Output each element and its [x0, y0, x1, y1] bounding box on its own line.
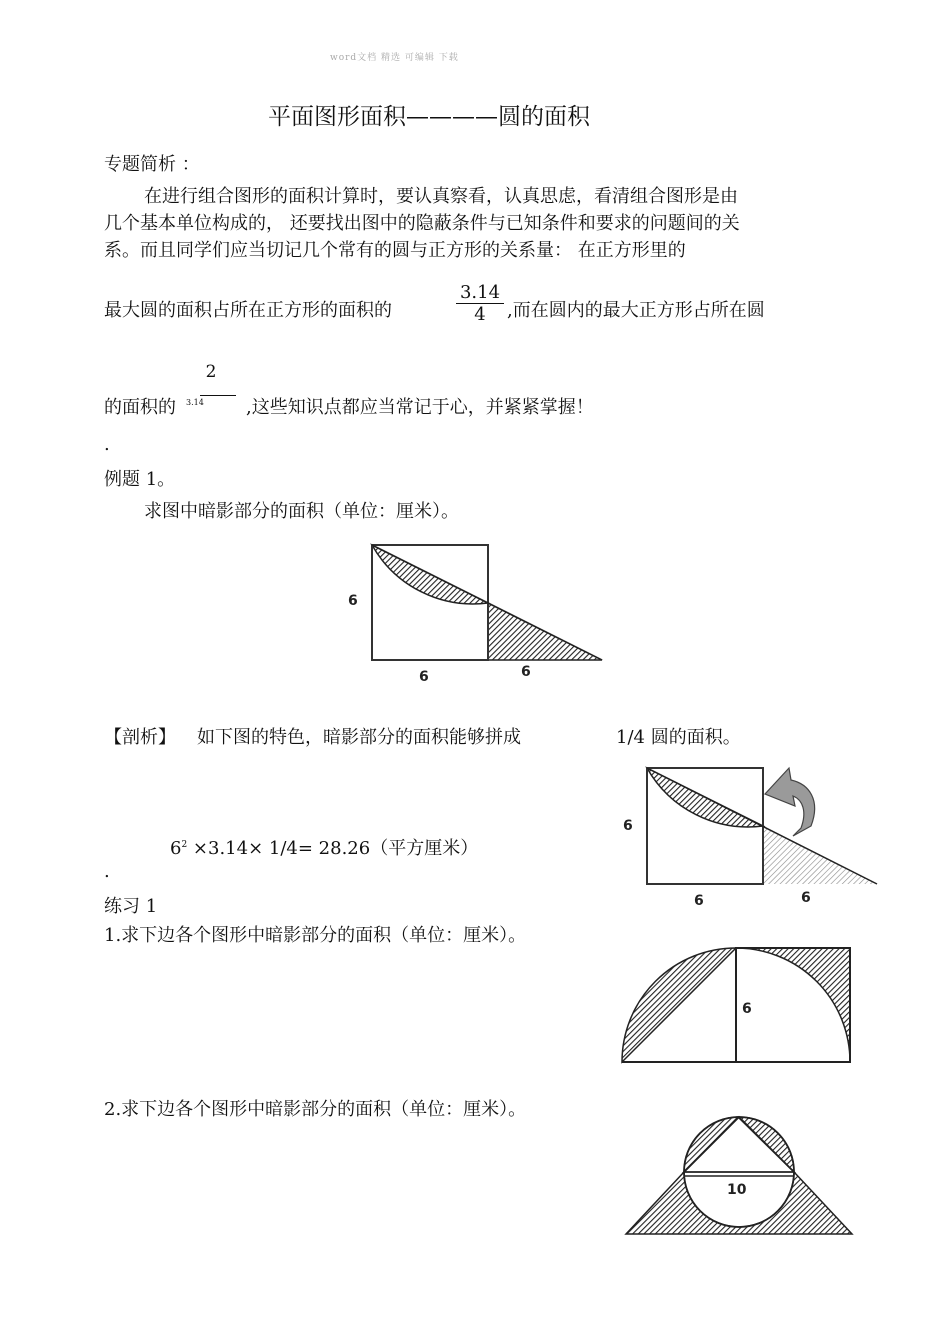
intro-heading: 专题简析 ： [104, 154, 200, 175]
separator-dot-2: . [104, 861, 110, 882]
fraction-denominator: 4 [474, 304, 486, 325]
fraction-pi-over-4 [456, 282, 504, 325]
fraction-numerator: 3.14 [459, 282, 501, 303]
practice-question-2: 2.求下边各个图形中暗影部分的面积（单位：厘米）。 [104, 1099, 527, 1120]
fraction-2-over-pi [186, 362, 236, 407]
rotation-arrow-icon [765, 768, 815, 836]
side-label-extension: 6 [521, 664, 531, 680]
analysis-text: 如下图的特色，暗影部分的面积能够拼成 [197, 727, 521, 748]
example-figure [340, 540, 620, 690]
fraction-numerator: 2 [205, 362, 217, 382]
example-question: 求图中暗影部分的面积（单位：厘米）。 [144, 501, 459, 522]
side-label-left: 6 [348, 593, 358, 609]
intro-line-4a: 最大圆的面积占所在正方形的面积的 [104, 300, 392, 321]
side-label-bottom: 6 [419, 669, 429, 685]
shaded-left-segment [622, 948, 736, 1062]
side-label-bottom: 6 [694, 893, 704, 909]
practice-heading: 练习 1 [104, 896, 158, 917]
shaded-right-corner [736, 948, 850, 1062]
formula-rest: ×3.14× 1/4= 28.26（平方厘米） [192, 838, 479, 859]
intro-line-2: 几个基本单位构成的， 还要找出图中的隐蔽条件与已知条件和要求的问题间的关 [104, 213, 740, 234]
fraction-denominator: 3.14 [186, 398, 204, 407]
example-heading: 例题 1。 [104, 469, 176, 490]
page-title: 平面图形面积————圆的面积 [268, 104, 590, 130]
intro-line-5a: 的面积的 [104, 397, 176, 418]
analysis-label: 【剖析】 [104, 727, 176, 748]
formula-exponent: 2 [181, 840, 188, 850]
analysis-figure [615, 760, 895, 910]
intro-line-4b: ,而在圆内的最大正方形占所在圆 [507, 300, 765, 321]
diameter-label: 10 [727, 1182, 747, 1198]
analysis-text-2: 1/4 圆的面积。 [616, 727, 741, 748]
formula [170, 834, 478, 860]
intro-line-3: 系。而且同学们应当切记几个常有的圆与正方形的关系量： 在正方形里的 [104, 240, 686, 261]
side-label-extension: 6 [801, 890, 811, 906]
side-label: 6 [742, 1001, 752, 1017]
intro-line-1: 在进行组合图形的面积计算时，要认真察看，认真思虑，看清组合图形是由 [144, 186, 738, 207]
formula-base: 6 [170, 838, 182, 859]
practice-figure-2 [620, 1110, 865, 1240]
practice-question-1: 1.求下边各个图形中暗影部分的面积（单位：厘米）。 [104, 925, 527, 946]
separator-dot: . [104, 434, 110, 455]
practice-figure-1 [615, 940, 860, 1070]
intro-line-5b: ,这些知识点都应当常记于心，并紧紧掌握！ [246, 397, 594, 418]
header-watermark: word文档 精选 可编辑 下载 [330, 53, 459, 63]
side-label-left: 6 [623, 818, 633, 834]
fraction-bar [200, 395, 236, 396]
